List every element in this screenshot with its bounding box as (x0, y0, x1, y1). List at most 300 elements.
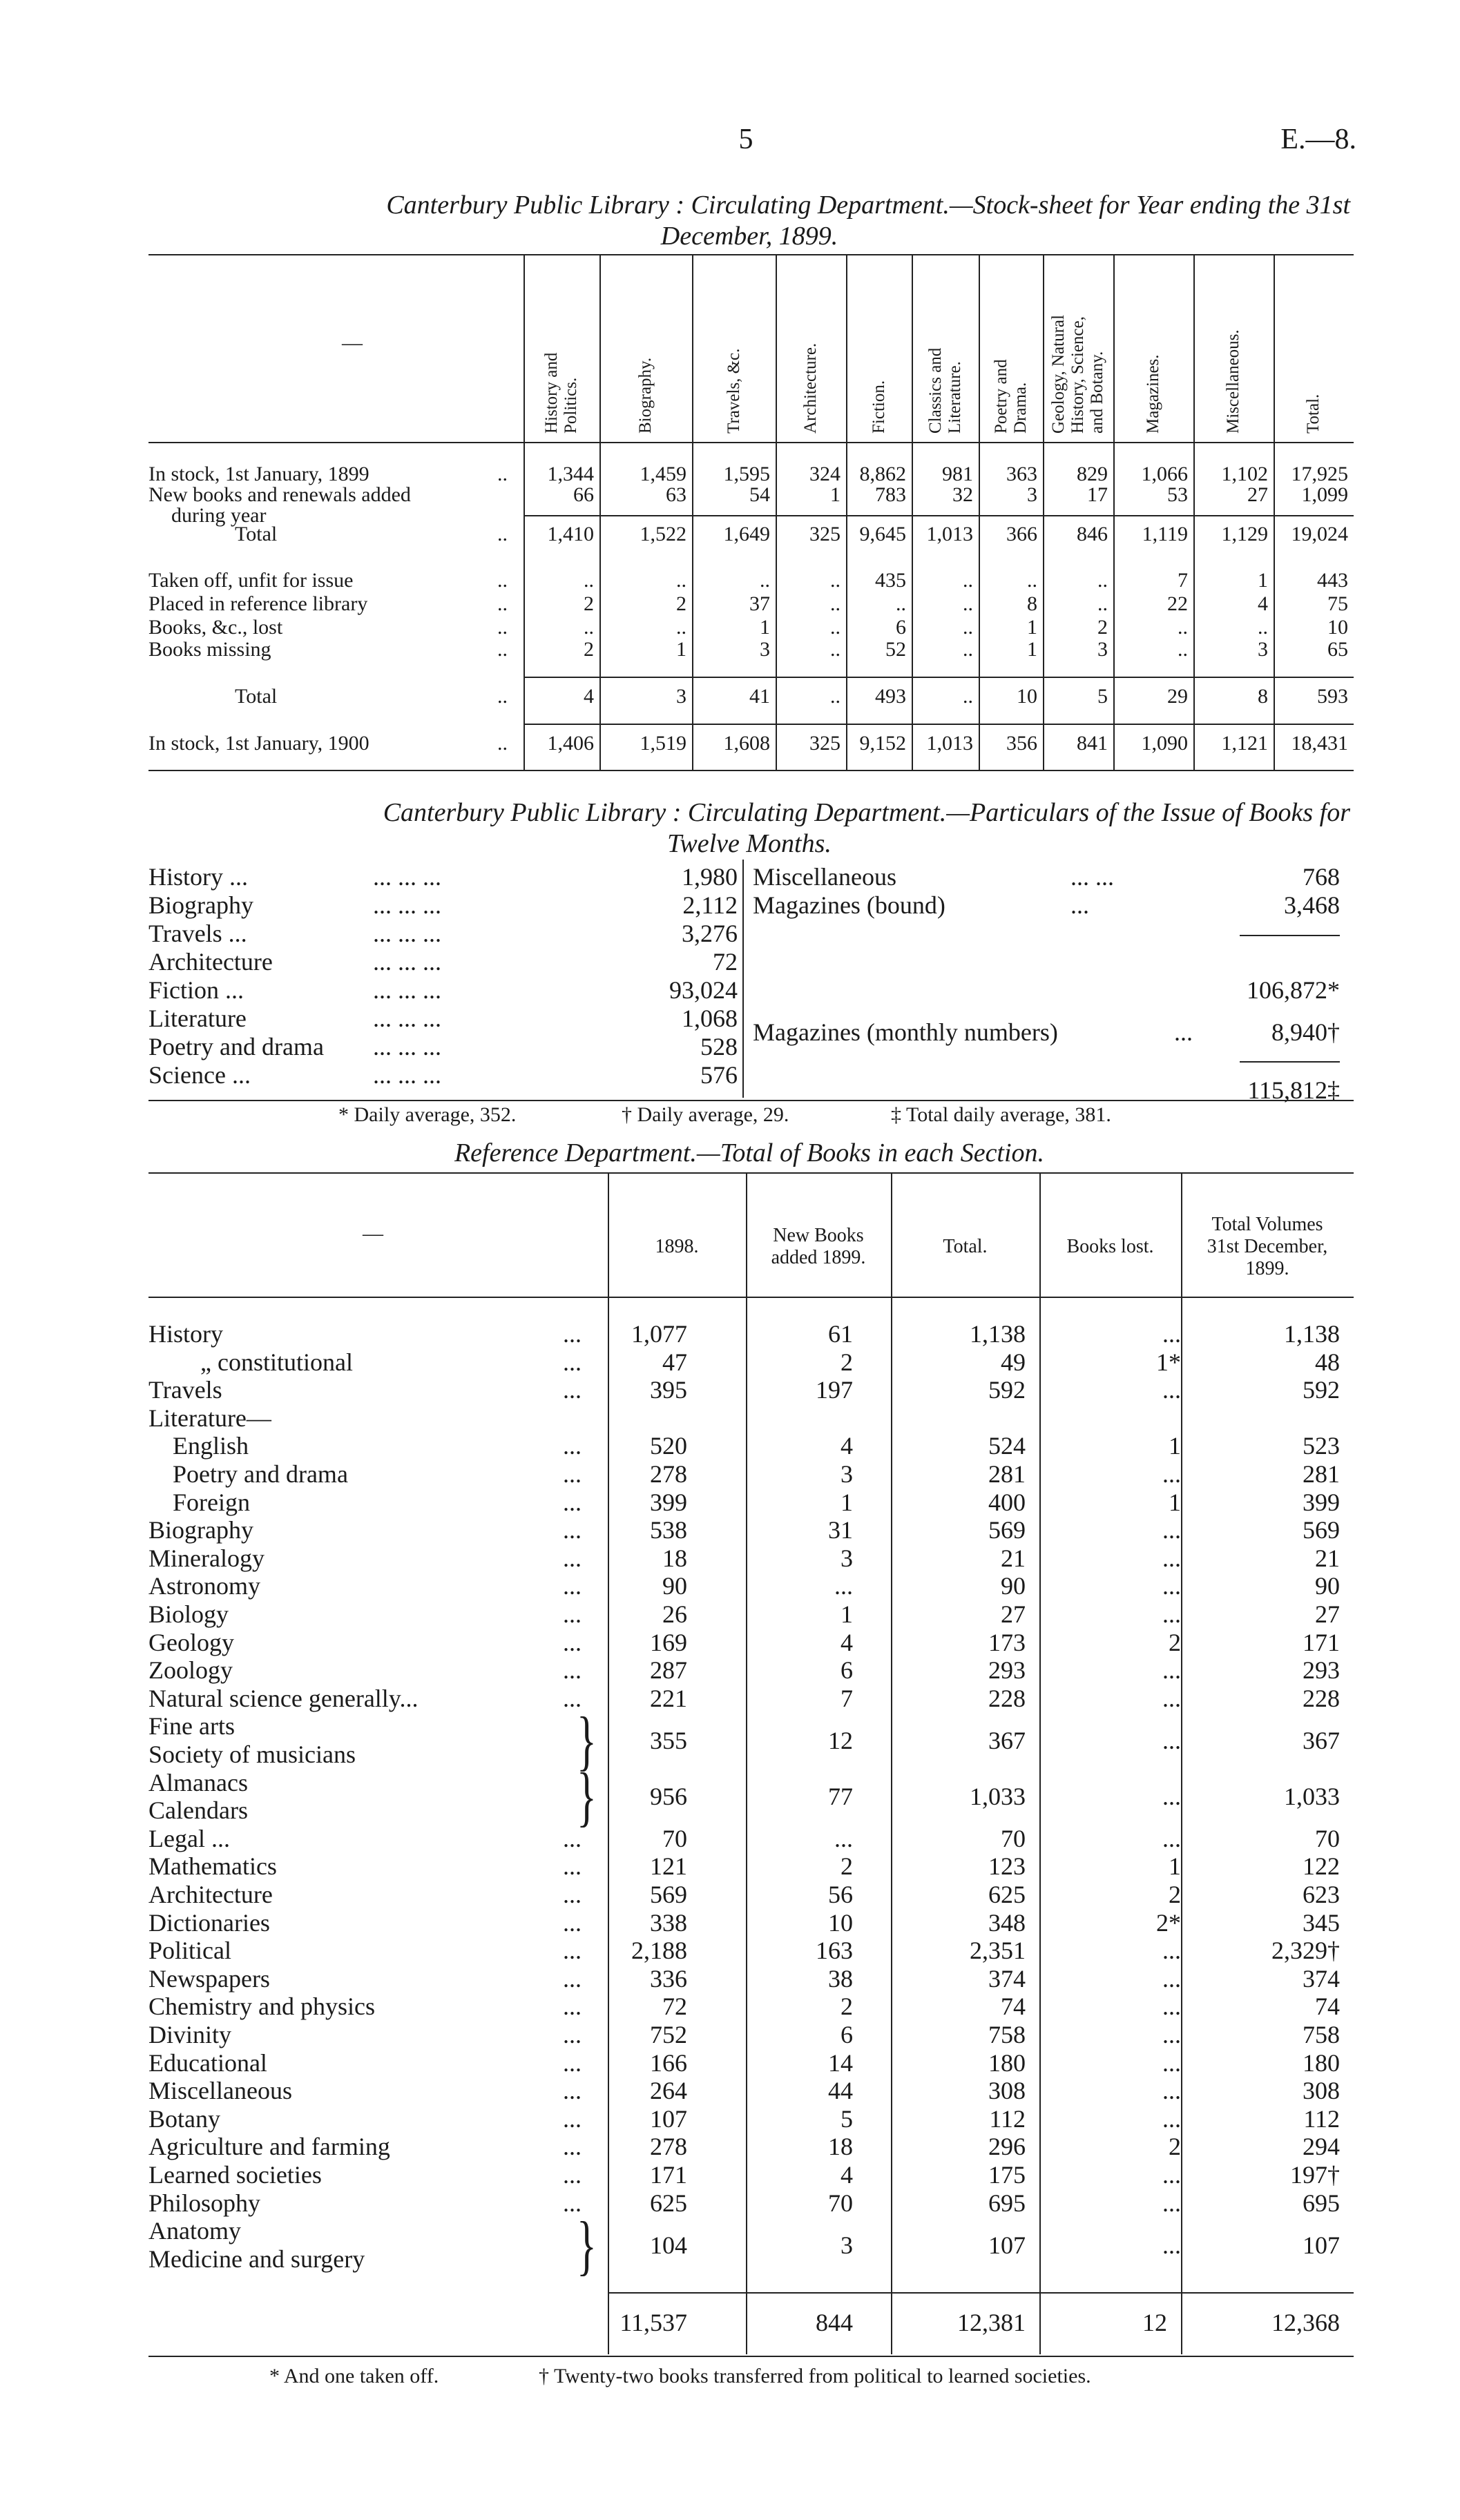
stock-cell: 1,406 (547, 732, 594, 755)
stock-subtotal-rule (524, 724, 1354, 725)
ref-cell: 7 (841, 1684, 853, 1712)
ref-cell: 48 (1315, 1348, 1340, 1376)
ref-cell: 221 (650, 1684, 687, 1712)
ref-cell: ... (1162, 2231, 1181, 2259)
leader-dots: ... (563, 1488, 582, 1516)
ref-cell: ... (1162, 1684, 1181, 1712)
stock-cell: .. (676, 616, 686, 639)
stock-row-label: Taken off, unfit for issue (148, 569, 354, 592)
stock-cell: 1 (1027, 616, 1037, 639)
leader-dots: ... (563, 1993, 582, 2021)
ref-row-label: Newspapers (148, 1964, 270, 1993)
ref-cell: 1 (841, 1488, 853, 1516)
ref-cell: 374 (988, 1964, 1026, 1993)
issue-title-line2: Twelve Months. (667, 829, 832, 858)
stock-cell: 1 (760, 616, 770, 639)
leader-dots: ... (563, 1628, 582, 1656)
stock-cell: 841 (1077, 732, 1108, 755)
ref-cell: 112 (1303, 2104, 1340, 2133)
ref-cell: 38 (828, 1964, 853, 1993)
ref-cell: 592 (1303, 1376, 1340, 1404)
issue-left-label: Biography (148, 891, 253, 919)
ref-cell: 31 (828, 1516, 853, 1544)
stock-header-rule (148, 442, 1354, 443)
ref-row-label: Mineralogy (148, 1544, 265, 1572)
stock-cell: 41 (749, 685, 770, 708)
stock-cell: 1,595 (723, 463, 770, 485)
issue-left-label: History ... (148, 863, 248, 891)
leader-dots: ... (563, 1656, 582, 1685)
ref-cell: 2,188 (631, 1937, 687, 1965)
ref-cell: 523 (1303, 1432, 1340, 1460)
stock-cell: 10 (1327, 616, 1348, 639)
issue-footnote: † Daily average, 29. (622, 1103, 789, 1126)
leader-dots: ... (563, 1432, 582, 1460)
ref-cell: 2 (1169, 1628, 1181, 1656)
stock-cell: 1,129 (1221, 523, 1268, 545)
leader-dots: ... ... ... (373, 863, 441, 891)
stock-cell: 1,013 (926, 523, 973, 545)
stock-cell: 52 (885, 638, 906, 661)
stock-cell: 324 (809, 463, 841, 485)
stock-cell: 2 (1097, 616, 1108, 639)
stock-cell: 1,121 (1221, 732, 1268, 755)
stock-col-header: Fiction. (869, 380, 888, 434)
ref-cell: 758 (1303, 2021, 1340, 2048)
issue-left-label: Architecture (148, 948, 273, 976)
ref-cell: 355 (650, 1726, 687, 1754)
stock-cell: 66 (573, 483, 594, 506)
leader-dots: ... (563, 2161, 582, 2189)
stock-cell: 8 (1258, 685, 1268, 708)
ref-cell: 171 (1303, 1628, 1340, 1656)
ref-cell: 1,077 (631, 1320, 687, 1348)
ref-cell: 625 (650, 2189, 687, 2217)
ref-cell: 281 (1303, 1460, 1340, 1488)
ref-cell: 90 (1315, 1572, 1340, 1600)
leader-dots: ... (563, 1516, 582, 1544)
leader-dots: ... (563, 1348, 582, 1376)
stock-cell: .. (1097, 592, 1108, 615)
stock-cell: 1 (830, 483, 841, 506)
stock-cell: .. (963, 638, 973, 661)
ref-bottom-rule (148, 2356, 1354, 2357)
leader-dots: ... (563, 2189, 582, 2217)
stock-col-header: Classics and Literature. (925, 347, 964, 434)
leader-dots: ... (563, 2077, 582, 2105)
ref-cell: 70 (662, 1824, 687, 1852)
stock-col-header: Poetry and Drama. (991, 359, 1030, 434)
stock-cell: 829 (1077, 463, 1108, 485)
ref-cell: 47 (662, 1348, 687, 1376)
ref-cell: 293 (1303, 1656, 1340, 1685)
ref-cell: 399 (650, 1488, 687, 1516)
ref-cell: ... (1162, 2189, 1181, 2217)
stock-row-label: In stock, 1st January, 1900 (148, 732, 369, 755)
stock-subtotal-rule (524, 677, 1354, 678)
ref-row-label: Travels (148, 1376, 222, 1404)
ref-cell: 72 (662, 1993, 687, 2021)
stock-cell: 325 (809, 523, 841, 545)
stock-cell: 54 (749, 483, 770, 506)
stock-row-label: In stock, 1st January, 1899 (148, 463, 369, 485)
stock-row-label: Books, &c., lost (148, 616, 283, 639)
ref-cell: 569 (650, 1881, 687, 1908)
leader-dots: ... (1070, 891, 1089, 919)
ref-cell: ... (1162, 1964, 1181, 1993)
stock-cell: .. (676, 569, 686, 592)
stock-cell: .. (830, 569, 841, 592)
stock-row-label: during year (171, 504, 267, 527)
ref-cell: 107 (1303, 2231, 1340, 2259)
ref-row-label: Fine arts (148, 1712, 235, 1741)
page-number: 5 (738, 124, 753, 155)
ref-row-label: Biography (148, 1516, 253, 1544)
stock-cell: .. (830, 685, 841, 708)
stock-cell: 2 (584, 638, 594, 661)
stock-cell: 981 (942, 463, 973, 485)
issue-sum-rule (1240, 935, 1340, 936)
leader-dots: ... (563, 2104, 582, 2133)
stock-col-header: Architecture. (801, 342, 820, 434)
ref-cell: 524 (988, 1432, 1026, 1460)
ref-row-label: Anatomy (148, 2217, 241, 2245)
ref-row-label: Philosophy (148, 2189, 261, 2217)
leader-dots: ... (563, 2133, 582, 2161)
stock-cell: 1,459 (640, 463, 686, 485)
ref-row-label: „ constitutional (200, 1348, 353, 1376)
stock-cell: 1,410 (547, 523, 594, 545)
stock-cell: 8 (1027, 592, 1037, 615)
ref-row-label: Literature— (148, 1404, 271, 1432)
ref-cell: 70 (828, 2189, 853, 2217)
ref-cell: 197 (816, 1376, 853, 1404)
ref-col-header: 1898. (655, 1236, 699, 1257)
ref-row-label: Calendars (148, 1796, 248, 1825)
leader-dots: ... (563, 1937, 582, 1965)
ref-row-label: Natural science generally... (148, 1684, 419, 1712)
stock-cell: 37 (749, 592, 770, 615)
issue-left-value: 93,024 (669, 976, 738, 1004)
ref-footnote: * And one taken off. (269, 2365, 439, 2387)
stock-cell: 1,013 (926, 732, 973, 755)
ref-row-label: Educational (148, 2048, 267, 2077)
ref-cell: 173 (988, 1628, 1026, 1656)
stock-cell: 29 (1167, 685, 1188, 708)
stock-cell: .. (1097, 569, 1108, 592)
ref-cell: 1 (841, 1600, 853, 1628)
leader-dots: ... (563, 1572, 582, 1600)
stock-dash-header: — (342, 331, 363, 354)
stock-cell: 3 (1258, 638, 1268, 661)
leader-dots: .. (497, 732, 508, 755)
stock-cell: 75 (1327, 592, 1348, 615)
ref-cell: 3 (841, 1544, 853, 1572)
ref-cell: 1,138 (1284, 1320, 1340, 1348)
leader-dots: ... ... ... (373, 948, 441, 976)
issue-bottom-rule (148, 1100, 1354, 1101)
ref-cell: 6 (841, 1656, 853, 1685)
ref-cell: ... (1162, 1726, 1181, 1754)
issue-right-value: 768 (1303, 863, 1340, 891)
ref-cell: 166 (650, 2048, 687, 2077)
ref-row-label: History (148, 1320, 223, 1348)
ref-cell: 956 (650, 1782, 687, 1810)
stock-cell: 63 (666, 483, 686, 506)
ref-cell: 77 (828, 1782, 853, 1810)
ref-cell: 2,329† (1271, 1937, 1340, 1965)
ref-row-label: Society of musicians (148, 1741, 356, 1768)
ref-cell: 121 (650, 1852, 687, 1881)
issue-footnote: * Daily average, 352. (338, 1103, 517, 1126)
ref-total-cell: 12,368 (1271, 2309, 1340, 2336)
stock-cell: 32 (952, 483, 973, 506)
ref-row-label: Political (148, 1937, 231, 1965)
ref-cell: 1 (1169, 1488, 1181, 1516)
brace: } (577, 2208, 597, 2282)
ref-cell: 21 (1001, 1544, 1026, 1572)
ref-row-label: Dictionaries (148, 1908, 270, 1937)
leader-dots: ... (563, 1684, 582, 1712)
ref-cell: ... (1162, 1376, 1181, 1404)
stock-cell: 1,344 (547, 463, 594, 485)
issue-left-label: Literature (148, 1005, 247, 1032)
leader-dots: .. (497, 523, 508, 545)
ref-cell: ... (1162, 1993, 1181, 2021)
ref-row-label: Botany (148, 2104, 220, 2133)
ref-row-label: Poetry and drama (173, 1460, 348, 1488)
ref-cell: 180 (1303, 2048, 1340, 2077)
stock-col-header: Geology, Natural History, Science, and Botany. (1049, 315, 1106, 434)
leader-dots: ... (563, 2021, 582, 2048)
ref-cell: 287 (650, 1656, 687, 1685)
ref-cell: ... (834, 1572, 853, 1600)
leader-dots: ... (563, 1320, 582, 1348)
leader-dots: ... ... ... (373, 1033, 441, 1060)
ref-cell: 296 (988, 2133, 1026, 2161)
ref-cell: ... (1162, 2104, 1181, 2133)
stock-col-header: Total. (1304, 394, 1323, 434)
stock-cell: 3 (1097, 638, 1108, 661)
ref-cell: ... (1162, 1937, 1181, 1965)
stock-cell: .. (830, 616, 841, 639)
ref-cell: 4 (841, 2161, 853, 2189)
ref-cell: 169 (650, 1628, 687, 1656)
issue-left-value: 576 (700, 1061, 738, 1089)
issue-left-value: 528 (700, 1033, 738, 1060)
ref-row-label: Mathematics (148, 1852, 277, 1881)
ref-cell: 163 (816, 1937, 853, 1965)
stock-title-line1: Canterbury Public Library : Circulating Department.—Stock-sheet for Year ending the 31st (386, 191, 1350, 220)
ref-cell: 2 (1169, 1881, 1181, 1908)
leader-dots: ... (563, 1600, 582, 1628)
stock-cell: 366 (1006, 523, 1037, 545)
leader-dots: ... ... ... (373, 920, 441, 947)
stock-cell: 7 (1178, 569, 1188, 592)
issue-right-value: 3,468 (1284, 891, 1340, 919)
ref-cell: 399 (1303, 1488, 1340, 1516)
stock-row-label: Total (235, 685, 278, 708)
ref-cell: 569 (988, 1516, 1026, 1544)
ref-cell: 338 (650, 1908, 687, 1937)
ref-col-header: New Books added 1899. (771, 1225, 866, 1268)
stock-cell: 1,099 (1301, 483, 1348, 506)
stock-cell: 1 (676, 638, 686, 661)
issue-left-label: Fiction ... (148, 976, 244, 1004)
stock-cell: 8,862 (859, 463, 906, 485)
ref-cell: 400 (988, 1488, 1026, 1516)
leader-dots: .. (497, 616, 508, 639)
ref-cell: 27 (1315, 1600, 1340, 1628)
ref-cell: 1,033 (1284, 1782, 1340, 1810)
stock-cell: .. (963, 592, 973, 615)
ref-cell: 122 (1303, 1852, 1340, 1881)
stock-subtotal-rule (524, 515, 1354, 516)
ref-cell: 758 (988, 2021, 1026, 2048)
ref-cell: 538 (650, 1516, 687, 1544)
issue-left-label: Travels ... (148, 920, 247, 947)
leader-dots: ... (563, 1964, 582, 1993)
ref-cell: 4 (841, 1432, 853, 1460)
ref-cell: 74 (1315, 1993, 1340, 2021)
ref-row-label: Astronomy (148, 1572, 260, 1600)
issue-left-value: 2,112 (682, 891, 738, 919)
stock-cell: 593 (1317, 685, 1348, 708)
ref-row-label: Medicine and surgery (148, 2245, 365, 2273)
ref-row-label: Biology (148, 1600, 229, 1628)
stock-cell: 1,119 (1142, 523, 1188, 545)
stock-cell: 1,102 (1221, 463, 1268, 485)
leader-dots: ... ... (1070, 863, 1114, 891)
stock-cell: 4 (1258, 592, 1268, 615)
stock-cell: .. (1178, 616, 1188, 639)
ref-cell: ... (1162, 2021, 1181, 2048)
ref-cell: 107 (988, 2231, 1026, 2259)
ref-cell: ... (1162, 1572, 1181, 1600)
stock-cell: 19,024 (1291, 523, 1348, 545)
ref-sum-rule (608, 2292, 1354, 2294)
ref-cell: 625 (988, 1881, 1026, 1908)
ref-cell: 2 (841, 1852, 853, 1881)
ref-cell: 18 (662, 1544, 687, 1572)
ref-cell: 623 (1303, 1881, 1340, 1908)
stock-cell: 2 (584, 592, 594, 615)
stock-row-label: Total (235, 523, 278, 545)
ref-row-label: Geology (148, 1628, 234, 1656)
ref-cell: 1 (1169, 1432, 1181, 1460)
stock-row-label: Books missing (148, 638, 271, 661)
ref-col-header: Total Volumes 31st December, 1899. (1207, 1214, 1328, 1279)
ref-cell: 112 (989, 2104, 1026, 2133)
leader-dots: ... (563, 1460, 582, 1488)
ref-cell: 49 (1001, 1348, 1026, 1376)
brace: } (577, 1760, 597, 1833)
stock-cell: 6 (896, 616, 906, 639)
ref-row-label: Legal ... (148, 1824, 230, 1852)
ref-cell: ... (1162, 1544, 1181, 1572)
stock-cell: 1,066 (1141, 463, 1188, 485)
ref-cell: 5 (841, 2104, 853, 2133)
ref-cell: 104 (650, 2231, 687, 2259)
stock-cell: 10 (1017, 685, 1037, 708)
stock-row-label: Placed in reference library (148, 592, 368, 615)
ref-cell: 74 (1001, 1993, 1026, 2021)
ref-cell: 56 (828, 1881, 853, 1908)
issue-left-value: 3,276 (682, 920, 738, 947)
stock-col-header: Magazines. (1144, 354, 1162, 434)
ref-cell: 10 (828, 1908, 853, 1937)
ref-cell: 294 (1303, 2133, 1340, 2161)
ref-cell: 281 (988, 1460, 1026, 1488)
ref-total-cell: 12,381 (957, 2309, 1026, 2336)
leader-dots: ... ... ... (373, 1061, 441, 1089)
leader-dots: .. (497, 569, 508, 592)
stock-cell: 435 (875, 569, 906, 592)
stock-cell: 783 (875, 483, 906, 506)
ref-cell: 228 (988, 1684, 1026, 1712)
ref-cell: 374 (1303, 1964, 1340, 1993)
ref-row-label: English (173, 1432, 249, 1460)
issue-sum-rule (1240, 1061, 1340, 1063)
ref-cell: 228 (1303, 1684, 1340, 1712)
ref-cell: 1,138 (970, 1320, 1026, 1348)
stock-cell: 17 (1087, 483, 1108, 506)
stock-cell: 1 (1258, 569, 1268, 592)
ref-cell: 293 (988, 1656, 1026, 1685)
leader-dots: ... (563, 2048, 582, 2077)
ref-row-label: Chemistry and physics (148, 1993, 375, 2021)
stock-cell: 1,519 (640, 732, 686, 755)
leader-dots: .. (497, 685, 508, 708)
leader-dots: ... (563, 1824, 582, 1852)
stock-row-label: New books and renewals added (148, 483, 411, 506)
stock-col-header: Biography. (636, 357, 655, 434)
stock-cell: 2 (676, 592, 686, 615)
ref-cell: 278 (650, 1460, 687, 1488)
issue-left-label: Science ... (148, 1061, 251, 1089)
ref-cell: 90 (1001, 1572, 1026, 1600)
stock-cell: 3 (1027, 483, 1037, 506)
ref-cell: 2 (1169, 2133, 1181, 2161)
stock-cell: 356 (1006, 732, 1037, 755)
stock-cell: .. (896, 592, 906, 615)
stock-cell: 325 (809, 732, 841, 755)
ref-cell: 592 (988, 1376, 1026, 1404)
issue-right-value: 8,940† (1271, 1018, 1340, 1046)
ref-header-rule (148, 1297, 1354, 1298)
ref-cell: 90 (662, 1572, 687, 1600)
stock-cell: 9,152 (859, 732, 906, 755)
issue-right-label: Miscellaneous (753, 863, 896, 891)
stock-cell: 1,522 (640, 523, 686, 545)
ref-cell: 6 (841, 2021, 853, 2048)
stock-cell: .. (830, 638, 841, 661)
stock-cell: 1,608 (723, 732, 770, 755)
ref-cell: 308 (1303, 2077, 1340, 2105)
ref-cell: 180 (988, 2048, 1026, 2077)
ref-cell: 3 (841, 1460, 853, 1488)
stock-cell: 493 (875, 685, 906, 708)
leader-dots: .. (497, 463, 508, 485)
ref-row-label: Miscellaneous (148, 2077, 292, 2105)
ref-cell: 348 (988, 1908, 1026, 1937)
leader-dots: ... (563, 1544, 582, 1572)
issue-title-line1: Canterbury Public Library : Circulating Department.—Particulars of the Issue of Books for (383, 798, 1350, 827)
ref-cell: 175 (988, 2161, 1026, 2189)
ref-cell: 26 (662, 1600, 687, 1628)
ref-row-label: Zoology (148, 1656, 233, 1685)
stock-title-line2: December, 1899. (660, 222, 838, 251)
